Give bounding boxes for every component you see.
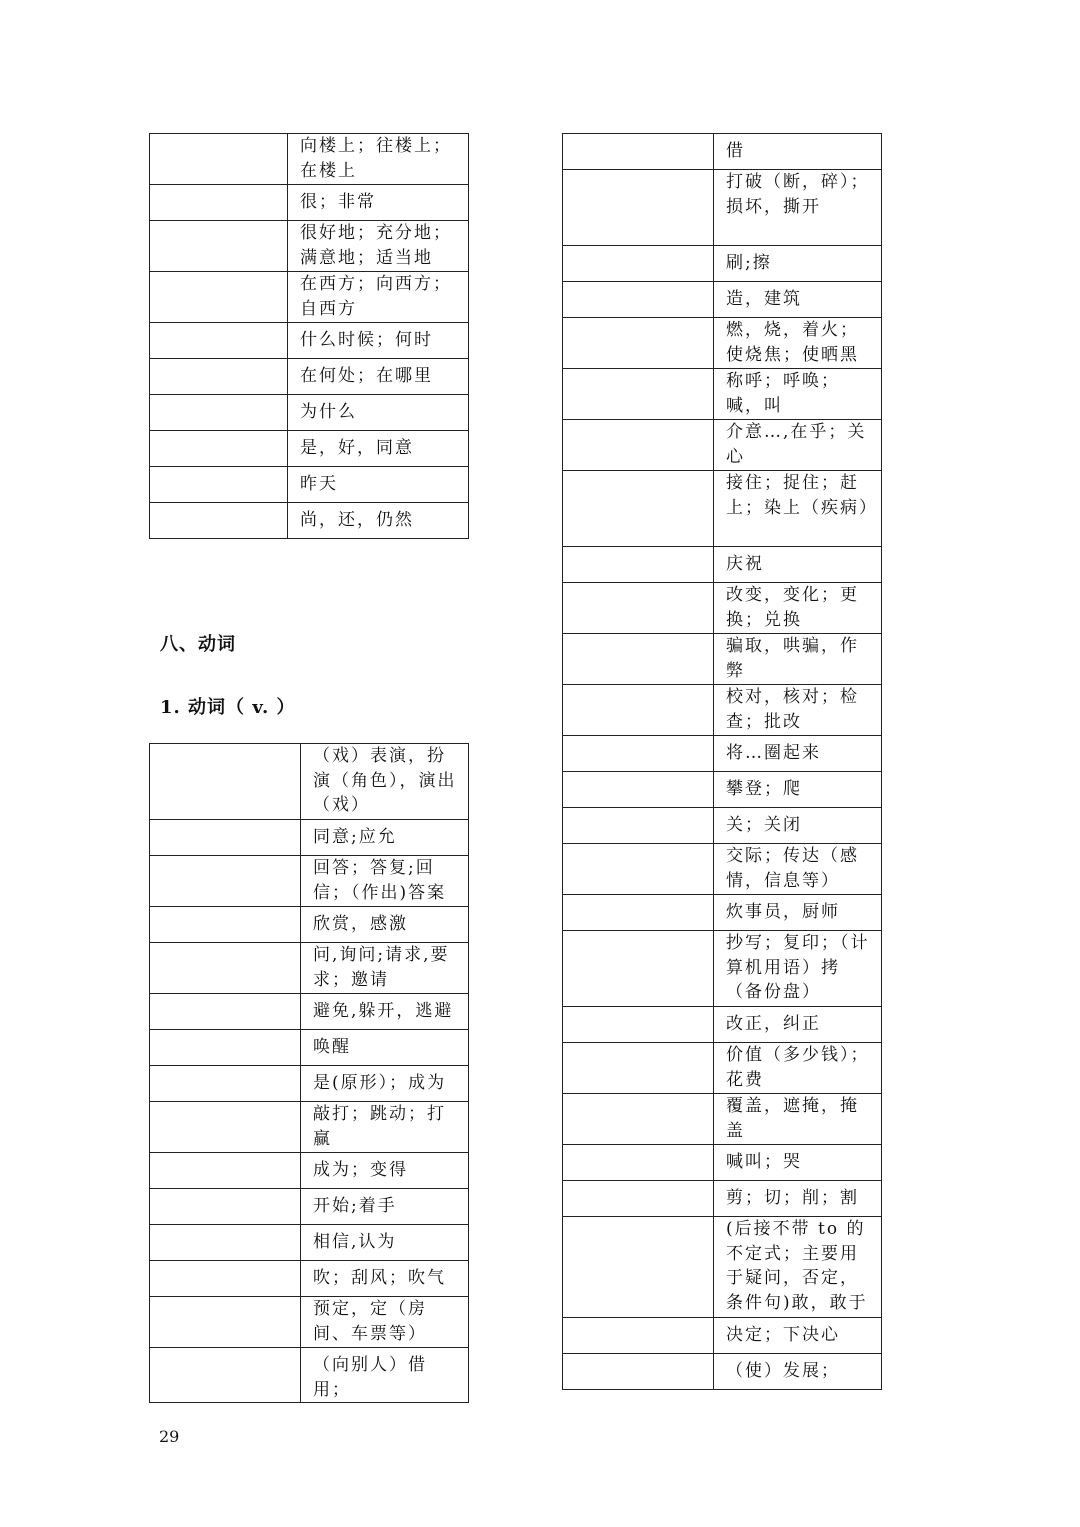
meaning-cell: 敲打；跳动；打赢: [301, 1102, 469, 1153]
word-cell: [563, 170, 714, 246]
word-cell: [150, 1297, 301, 1348]
meaning-cell: 回答；答复;回信；（作出)答案: [301, 856, 469, 907]
word-cell: [563, 1354, 714, 1390]
word-cell: [563, 471, 714, 547]
meaning-cell: 相信,认为: [301, 1225, 469, 1261]
meaning-cell: 同意;应允: [301, 820, 469, 856]
meaning-cell: 造，建筑: [714, 282, 882, 318]
word-cell: [563, 1181, 714, 1217]
table-row: [563, 1217, 882, 1318]
word-cell: [150, 1030, 301, 1066]
meaning-cell: 借: [714, 134, 882, 170]
word-cell: [150, 185, 288, 221]
meaning-cell: 开始;着手: [301, 1189, 469, 1225]
table-row: [150, 1102, 469, 1153]
meaning-cell: 决定；下决心: [714, 1318, 882, 1354]
table-row: [563, 134, 882, 170]
meaning-cell: 抄写；复印；（计算机用语）拷（备份盘）: [714, 931, 882, 1007]
meaning-cell: 炊事员，厨师: [714, 895, 882, 931]
word-cell: [150, 856, 301, 907]
table-row: [150, 1066, 469, 1102]
word-cell: [150, 907, 301, 943]
table-row: [563, 1354, 882, 1390]
table-row: [563, 1094, 882, 1145]
word-cell: [563, 282, 714, 318]
table-row: [563, 808, 882, 844]
table-row: [563, 318, 882, 369]
table-row: [563, 246, 882, 282]
meaning-cell: （向别人）借用；: [301, 1348, 469, 1403]
word-cell: [563, 583, 714, 634]
vocab-table-verbs-right: [562, 133, 882, 1390]
meaning-cell: 交际；传达（感情，信息等）: [714, 844, 882, 895]
table-row: [150, 744, 469, 820]
meaning-cell: 改变，变化；更换；兑换: [714, 583, 882, 634]
word-cell: [563, 895, 714, 931]
table-row: [150, 221, 469, 272]
meaning-cell: (后接不带 to 的不定式；主要用于疑问，否定，条件句)敢，敢于: [714, 1217, 882, 1318]
meaning-cell: 向楼上；往楼上；在楼上: [288, 134, 469, 185]
word-cell: [150, 1066, 301, 1102]
meaning-cell: 避免,躲开，逃避: [301, 994, 469, 1030]
table-row: [563, 471, 882, 547]
word-cell: [150, 134, 288, 185]
table-row: [563, 282, 882, 318]
word-cell: [150, 359, 288, 395]
meaning-cell: 价值（多少钱）；花费: [714, 1043, 882, 1094]
word-cell: [563, 420, 714, 471]
word-cell: [563, 318, 714, 369]
word-cell: [150, 943, 301, 994]
word-cell: [563, 685, 714, 736]
word-cell: [150, 1153, 301, 1189]
meaning-cell: 昨天: [288, 467, 469, 503]
table-row: [563, 547, 882, 583]
word-cell: [150, 467, 288, 503]
page-number: 29: [159, 1427, 180, 1446]
word-cell: [150, 1225, 301, 1261]
meaning-cell: 吹；刮风；吹气: [301, 1261, 469, 1297]
word-cell: [563, 1007, 714, 1043]
table-row: [563, 772, 882, 808]
table-row: [563, 420, 882, 471]
table-row: [563, 1007, 882, 1043]
word-cell: [563, 1318, 714, 1354]
word-cell: [563, 369, 714, 420]
word-cell: [150, 1261, 301, 1297]
word-cell: [563, 844, 714, 895]
meaning-cell: 是，好，同意: [288, 431, 469, 467]
meaning-cell: 将…圈起来: [714, 736, 882, 772]
meaning-cell: （戏）表演，扮演（角色），演出（戏）: [301, 744, 469, 820]
meaning-cell: 欣赏，感激: [301, 907, 469, 943]
table-row: [150, 467, 469, 503]
table-row: [150, 1189, 469, 1225]
table-row: [150, 1153, 469, 1189]
word-cell: [150, 744, 301, 820]
word-cell: [563, 246, 714, 282]
meaning-cell: 在西方；向西方；自西方: [288, 272, 469, 323]
word-cell: [150, 820, 301, 856]
meaning-cell: 是(原形）；成为: [301, 1066, 469, 1102]
table-row: [150, 272, 469, 323]
meaning-cell: 攀登；爬: [714, 772, 882, 808]
table-row: [150, 1030, 469, 1066]
table-row: [150, 395, 469, 431]
meaning-cell: 校对，核对；检查；批改: [714, 685, 882, 736]
table-row: [150, 1348, 469, 1403]
meaning-cell: 为什么: [288, 395, 469, 431]
table-row: [150, 907, 469, 943]
meaning-cell: 成为；变得: [301, 1153, 469, 1189]
table-row: [150, 359, 469, 395]
meaning-cell: 改正，纠正: [714, 1007, 882, 1043]
word-cell: [150, 272, 288, 323]
word-cell: [563, 1094, 714, 1145]
section-title: 八、动词: [160, 634, 236, 655]
word-cell: [563, 931, 714, 1007]
meaning-cell: 尚，还，仍然: [288, 503, 469, 539]
meaning-cell: 刷;擦: [714, 246, 882, 282]
meaning-cell: 唤醒: [301, 1030, 469, 1066]
word-cell: [150, 431, 288, 467]
word-cell: [150, 994, 301, 1030]
word-cell: [150, 221, 288, 272]
meaning-cell: 关；关闭: [714, 808, 882, 844]
table-row: [563, 685, 882, 736]
meaning-cell: 称呼；呼唤；喊，叫: [714, 369, 882, 420]
word-cell: [563, 808, 714, 844]
table-row: [563, 170, 882, 246]
table-row: [563, 1318, 882, 1354]
table-row: [150, 185, 469, 221]
meaning-cell: 很好地；充分地；满意地；适当地: [288, 221, 469, 272]
table-row: [150, 1297, 469, 1348]
table-row: [150, 134, 469, 185]
meaning-cell: 燃，烧，着火；使烧焦；使晒黑: [714, 318, 882, 369]
table-row: [150, 431, 469, 467]
word-cell: [563, 547, 714, 583]
meaning-cell: 剪；切；削；割: [714, 1181, 882, 1217]
word-cell: [150, 395, 288, 431]
table-row: [150, 1261, 469, 1297]
word-cell: [150, 1189, 301, 1225]
meaning-cell: 很；非常: [288, 185, 469, 221]
table-row: [150, 323, 469, 359]
table-row: [150, 994, 469, 1030]
word-cell: [563, 134, 714, 170]
meaning-cell: 问,询问;请求,要求；邀请: [301, 943, 469, 994]
meaning-cell: 介意…,在乎；关心: [714, 420, 882, 471]
subsection-title: 1. 动词（ v. ）: [160, 697, 296, 718]
meaning-cell: 什么时候；何时: [288, 323, 469, 359]
meaning-cell: 在何处；在哪里: [288, 359, 469, 395]
meaning-cell: 喊叫；哭: [714, 1145, 882, 1181]
table-row: [563, 931, 882, 1007]
word-cell: [563, 772, 714, 808]
word-cell: [150, 1102, 301, 1153]
meaning-cell: 庆祝: [714, 547, 882, 583]
word-cell: [150, 503, 288, 539]
table-row: [563, 369, 882, 420]
table-row: [563, 583, 882, 634]
table-row: [563, 1181, 882, 1217]
word-cell: [563, 736, 714, 772]
meaning-cell: 预定，定（房间、车票等）: [301, 1297, 469, 1348]
table-row: [563, 736, 882, 772]
word-cell: [563, 634, 714, 685]
table-row: [563, 844, 882, 895]
vocab-table-continued: [149, 133, 469, 539]
meaning-cell: 接住；捉住；赶上；染上（疾病）: [714, 471, 882, 547]
word-cell: [150, 323, 288, 359]
meaning-cell: （使）发展；: [714, 1354, 882, 1390]
word-cell: [563, 1217, 714, 1318]
meaning-cell: 覆盖，遮掩，掩盖: [714, 1094, 882, 1145]
table-row: [150, 1225, 469, 1261]
table-row: [150, 943, 469, 994]
table-row: [150, 503, 469, 539]
word-cell: [563, 1043, 714, 1094]
vocab-table-verbs-left: [149, 743, 469, 1403]
table-row: [563, 1043, 882, 1094]
word-cell: [150, 1348, 301, 1403]
table-row: [563, 895, 882, 931]
table-row: [150, 856, 469, 907]
table-row: [563, 634, 882, 685]
meaning-cell: 骗取，哄骗，作弊: [714, 634, 882, 685]
meaning-cell: 打破（断，碎）；损坏，撕开: [714, 170, 882, 246]
table-row: [563, 1145, 882, 1181]
word-cell: [563, 1145, 714, 1181]
table-row: [150, 820, 469, 856]
